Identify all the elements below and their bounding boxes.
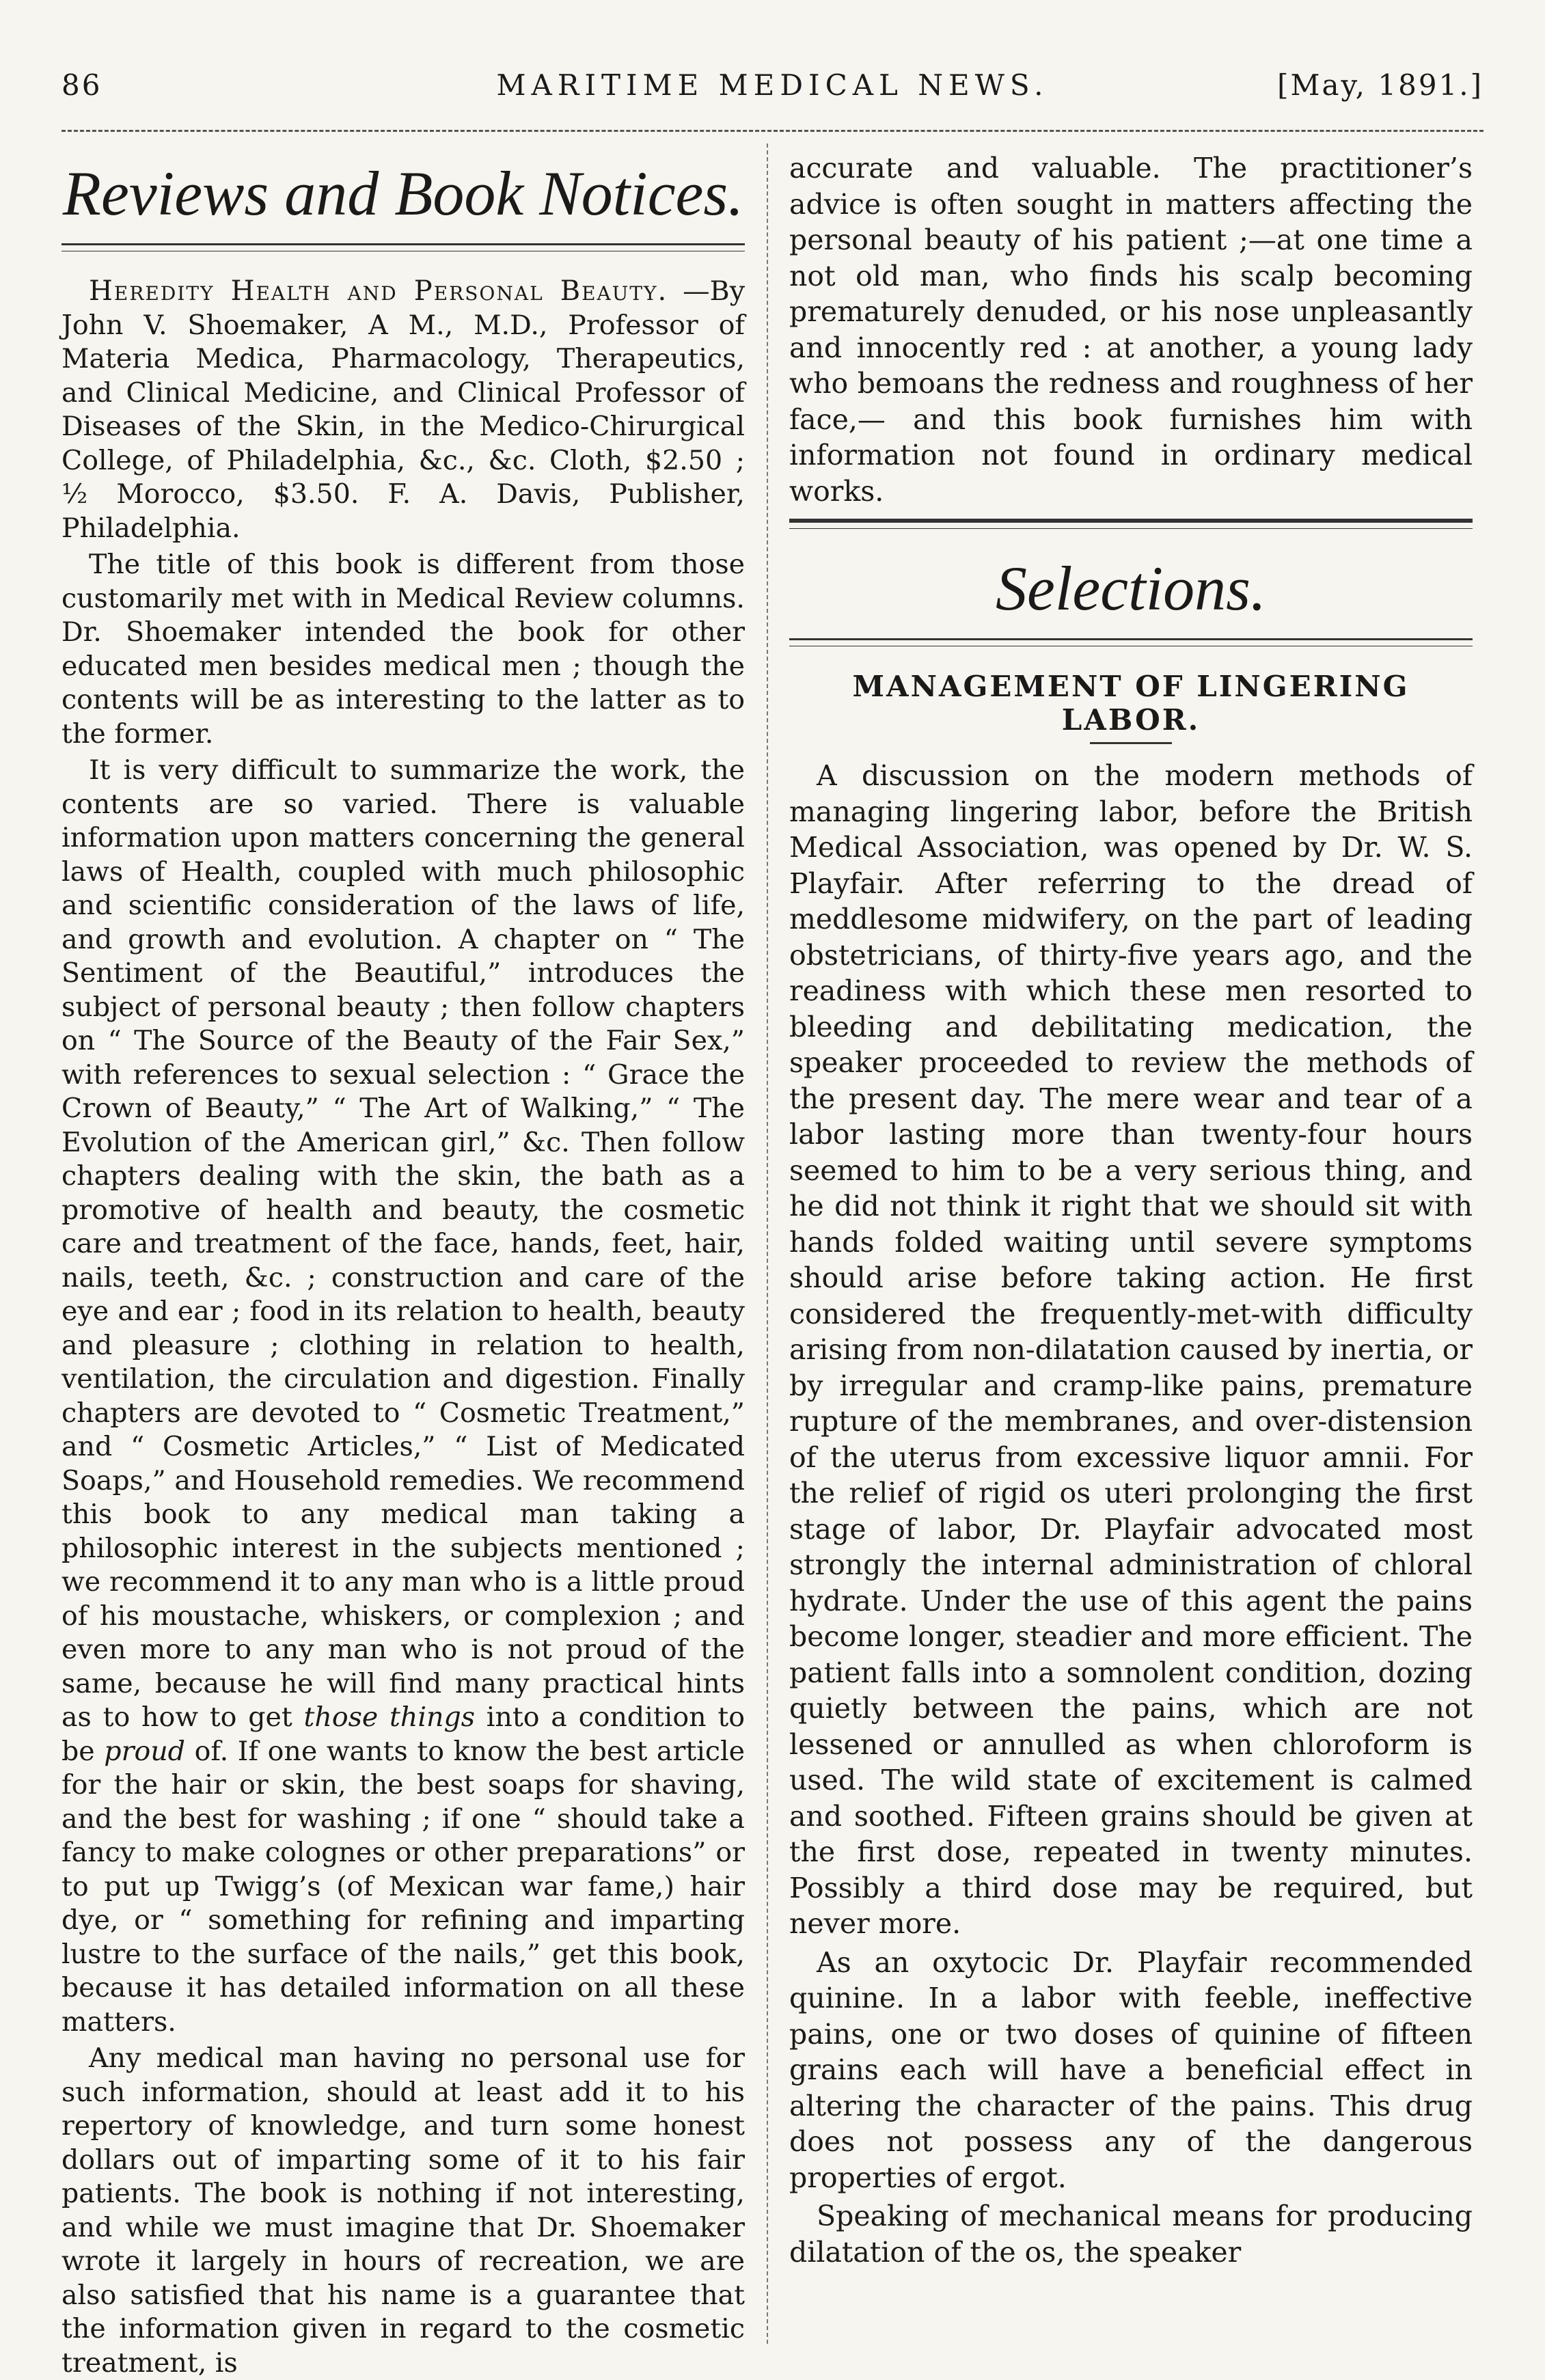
left-column: [61, 150, 746, 2379]
review-continuation: accurate and valuable. The practitioner’s advice is often sought in matters affecting the personal beauty of his patient ;—at one time a not old man, who finds his scalp becoming prematurely denuded, or his nose unpleasantly and innocently red : at another, a young lady who bemoans the redness and roughness of her face,— and this book furnishes him with information not found in ordinary medical works.: [789, 152, 1473, 508]
selections-top-rule: [789, 519, 1473, 529]
running-header: [61, 41, 1484, 116]
review-paragraph-1: The title of this book is different from those customarily met with in Medical Review columns. Dr. Shoemaker intended the book for other educated men besides medical men ; though the contents will be as interesting to the latter as to the former.: [61, 549, 745, 750]
selections-bottom-rule: [789, 638, 1473, 646]
emphasis-those-things: those things: [303, 1701, 475, 1733]
article-title: MANAGEMENT OF LINGERING LABOR.: [852, 670, 1410, 737]
book-title: Heredity Health and Personal Beauty.: [89, 275, 668, 307]
review-paragraph-2-end: of. If one wants to know the best article for the hair or skin, the best soaps for shaving, and the best for washing ; if one “ should take a fancy to make colognes or other preparations” or to put up Twigg’s (of Mexican war fame,) hair dye, or “ something for refining and imparting lustre to the surface of the nails,” get this book, because it has detailed information on all these matters.: [61, 1735, 746, 2038]
emphasis-proud: proud: [104, 1735, 185, 1767]
article-title-rule: [1090, 742, 1172, 744]
book-notice-entry: [61, 275, 745, 545]
journal-title: MARITIME MEDICAL NEWS.: [496, 68, 1049, 102]
page-number: 86: [61, 68, 102, 102]
selections-section-title: Selections.: [996, 553, 1266, 623]
article-paragraph-3: Speaking of mechanical means for producing dilatation of the os, the speaker: [789, 2200, 1473, 2269]
review-paragraph-3: Any medical man having no personal use for such information, should at least add it to his repertory of knowledge, and turn some honest dollars out of imparting some of it to his fair patients. The book is nothing if not interesting, and while we must imagine that Dr. Shoemaker wrote it largely in hours of recreation, we are also satisfied that his name is a guarantee that the information given in regard to the cosmetic treatment, is: [61, 2042, 745, 2379]
journal-page: [61, 41, 1484, 2379]
article-paragraph-1: A discussion on the modern methods of managing lingering labor, before the British Medical Association, was opened by Dr. W. S. Playfair. After referring to the dread of meddlesome midwifery, on the part of leading obstetricians, of thirty-five years ago, and the readiness with which these men resorted to bleeding and debilitating medication, the speaker proceeded to review the methods of the present day. The mere wear and tear of a labor lasting more than twenty-four hours seemed to him to be a very serious thing, and he did not think it right that we should sit with hands folded waiting until severe symptoms should arise before taking action. He first considered the frequently-met-with difficulty arising from non-dilatation caused by inertia, or by irregular and cramp-like pains, premature rupture of the membranes, and over-distension of the uterus from excessive liquor amnii. For the relief of rigid os uteri prolonging the first stage of labor, Dr. Playfair advocated most strongly the internal administration of chloral hydrate. Under the use of this agent the pains become longer, steadier and more efficient. The patient falls into a somnolent condition, dozing quietly between the pains, which are not lessened or annulled as when chloroform is used. The wild state of excitement is calmed and soothed. Fifteen grains should be given at the first dose, repeated in twenty minutes. Possibly a third dose may be required, but never more.: [789, 759, 1473, 1940]
reviews-section-title: Reviews and Book Notices.: [62, 159, 744, 228]
right-column: [789, 150, 1473, 2344]
review-paragraph-2-text: It is very difficult to summarize the work, the contents are so varied. There is valuable information upon matters concerning the general laws of Health, coupled with much philosophic and scientific consideration of the laws of life, and growth and evolution. A chapter on “ The Sentiment of the Beautiful,” introduces the subject of personal beauty ; then follow chapters on “ The Source of the Beauty of the Fair Sex,” with references to sexual selection : “ Grace the Crown of Beauty,” “ The Art of Walking,” “ The Evolution of the American girl,” &c. Then follow chapters dealing with the skin, the bath as a promotive of health and beauty, the cosmetic care and treatment of the face, hands, feet, hair, nails, teeth, &c. ; construction and care of the eye and ear ; food in its relation to health, beauty and pleasure ; clothing in relation to health, ventilation, the circulation and digestion. Finally chapters are devoted to “ Cosmetic Treatment,” and “ Cosmetic Articles,” “ List of Medicated Soaps,” and Household remedies. We recommend this book to any medical man taking a philosophic interest in the subjects mentioned ; we recommend it to any man who is a little proud of his moustache, whiskers, or complexion ; and even more to any man who is not proud of the same, because he will find many practical hints as to how to get: [61, 754, 745, 1733]
review-paragraph-2-mid: into a condition to be: [61, 1701, 746, 1767]
review-paragraph-2: [61, 754, 745, 2039]
section-rule: [61, 243, 745, 251]
book-details: —By John V. Shoemaker, A M., M.D., Professor of Materia Medica, Pharmacology, Therapeutics, and Clinical Medicine, and Clinical Professor of Diseases of the Skin, in the Medico-Chirurgical College, of Philadelphia, &c., &c. Cloth, $2.50 ; ½ Morocco, $3.50. F. A. Davis, Publisher, Philadelphia.: [61, 275, 746, 544]
issue-date: [May, 1891.]: [1277, 68, 1484, 102]
article-paragraph-2: As an oxytocic Dr. Playfair recommended quinine. In a labor with feeble, ineffective pains, one or two doses of quinine of fifteen grains each will have a beneficial effect in altering the character of the pains. This drug does not possess any of the dangerous properties of ergot.: [789, 1945, 1473, 2194]
column-divider: [767, 143, 768, 2344]
header-rule: [61, 130, 1484, 132]
